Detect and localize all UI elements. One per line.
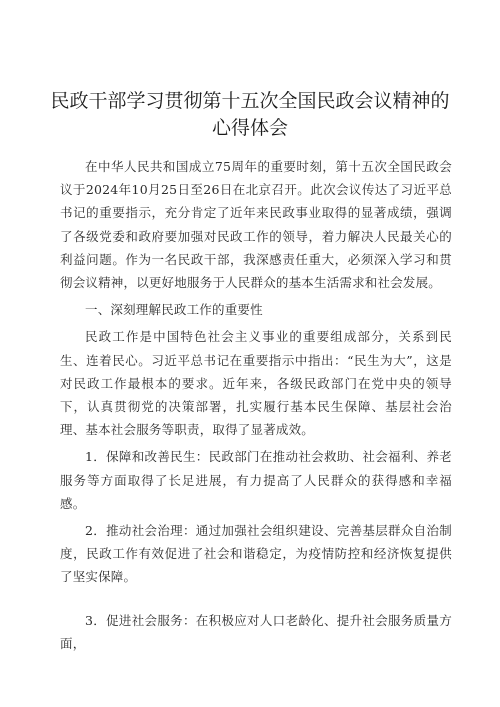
list-item-3: 3．促进社会服务：在积极应对人口老龄化、提升社会服务质量方面， — [60, 612, 452, 651]
section-heading: 一、深刻理解民政工作的重要性 — [85, 302, 263, 318]
section-paragraph: 民政工作是中国特色社会主义事业的重要组成部分，关系到民生、连着民心。习近平总书记在重要指示中指出：“民生为大”，这是对民政工作最根本的要求。近年来，各级民政部门在党中央的领导下，认真贯彻党的决策部署，扎实履行基本民生保障、基层社会治理、基本社会服务等职责，取得了显著成效。 — [60, 329, 452, 438]
document-title-line2: 心得体会 — [211, 117, 288, 139]
document-title-line1: 民政干部学习贯彻第十五次全国民政会议精神的 — [50, 90, 450, 112]
intro-paragraph: 在中华人民共和国成立75周年的重要时刻，第十五次全国民政会议于2024年10月25日至26日在北京召开。此次会议传达了习近平总书记的重要指示，充分肯定了近年来民政事业取得的显著成绩，强调了各级党委和政府要加强对民政工作的领导，着力解决人民最关心的利益问题。作为一名民政干部，我深感责任重大，必须深入学习和贯彻会议精神，以更好地服务于人民群众的基本生活需求和社会发展。 — [60, 159, 452, 291]
list-item-1: 1．保障和改善民生：民政部门在推动社会救助、社会福利、养老服务等方面取得了长足进展，有力提高了人民群众的获得感和幸福感。 — [60, 449, 452, 511]
document-body — [60, 155, 452, 655]
list-item-2: 2．推动社会治理：通过加强社会组织建设、完善基层群众自治制度，民政工作有效促进了社会和谐稳定，为疫情防控和经济恢复提供了坚实保障。 — [60, 523, 452, 585]
